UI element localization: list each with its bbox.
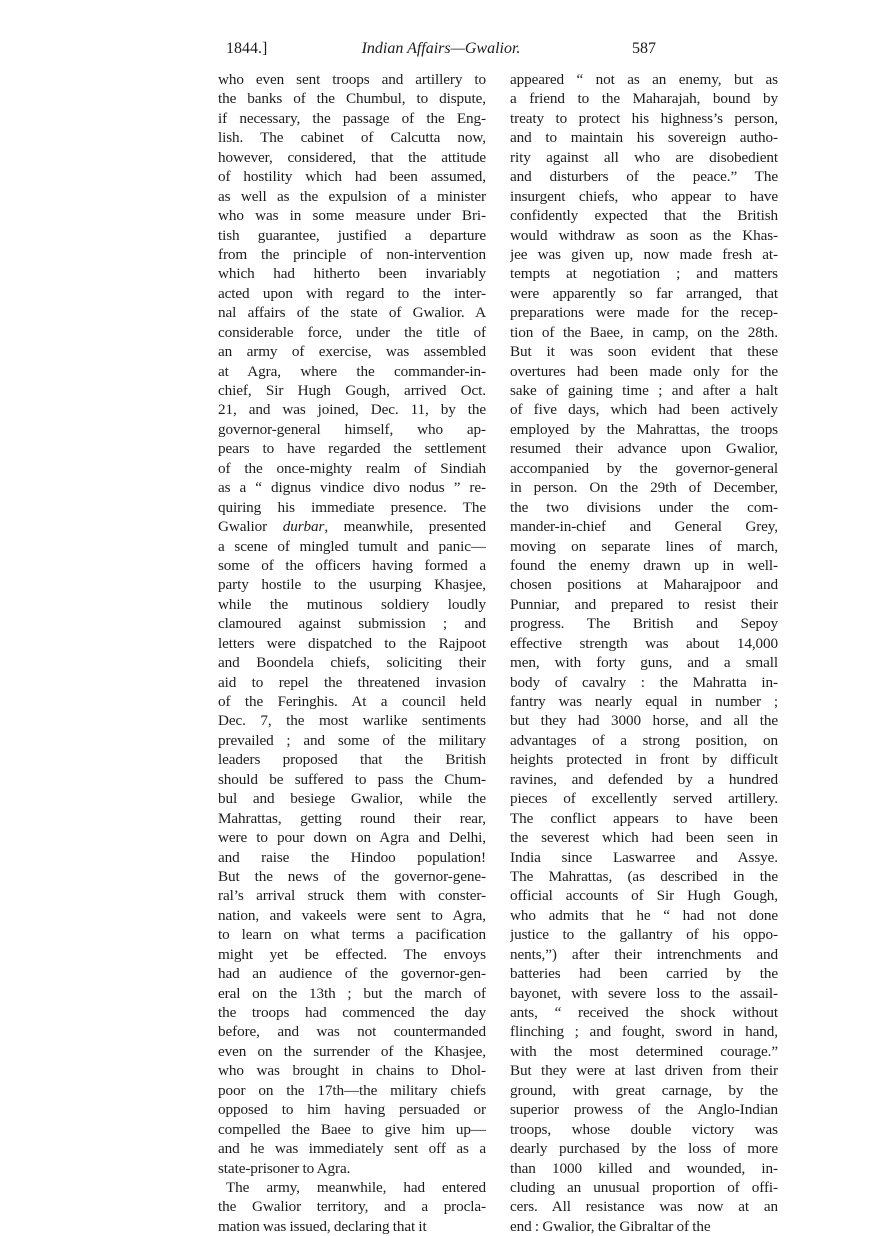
text-line: with the most determined courage.” [510,1042,778,1060]
text-line: overtures had been made only for the [510,362,778,380]
text-line: in person. On the 29th of December, [510,479,778,497]
text-line: as well as the expulsion of a minister [218,187,486,205]
text-line: even on the surrender of the Khasjee, [218,1042,486,1060]
text-line: ants, “ received the shock without [510,1004,778,1021]
text-line: bayonet, with severe loss to the assail- [510,984,778,1002]
text-line: tish guarantee, justified a departure [218,226,486,244]
text-line: Punniar, and prepared to resist their [510,595,778,613]
text-line: moving on separate lines of march, [510,537,778,555]
text-line: and raise the Hindoo population! [218,848,486,866]
text-line: acted upon with regard to the inter- [218,284,486,302]
text-line: and to maintain his sovereign autho- [510,129,778,147]
text-line: however, considered, that the attitude [218,148,486,166]
text-line: of the once-mighty realm of Sindiah [218,459,486,477]
right-text-column [510,70,778,1236]
text-line: the banks of the Chumbul, to dispute, [218,90,486,108]
text-line: the Gwalior territory, and a procla- [218,1198,486,1216]
text-line: who was in some measure under Bri- [218,207,486,225]
text-line: tempts at negotiation ; and matters [510,265,778,283]
text-line: employed by the Mahrattas, the troops [510,420,778,438]
text-line: preparations were made for the recep- [510,304,778,322]
text-line: flinching ; and fought, sword in hand, [510,1023,778,1041]
text-line: progress. The British and Sepoy [510,615,778,633]
left-text-column [218,70,486,1236]
text-line: and disturbers of the peace.” The [510,168,778,186]
text-line: ral’s arrival struck them with conster- [218,887,486,905]
text-line: official accounts of Sir Hugh Gough, [510,887,778,905]
text-line: of hostility which had been assumed, [218,168,486,186]
text-line: insurgent chiefs, who appear to have [510,187,778,205]
text-line: effective strength was about 14,000 [510,634,778,652]
text-line: who admits that he “ had not done [510,906,778,924]
text-line: but they had 3000 horse, and all the [510,712,778,730]
text-line: chief, Sir Hugh Gough, arrived Oct. [218,382,486,399]
header-title: Indian Affairs—Gwalior. [361,40,521,57]
text-line: nal affairs of the state of Gwalior. A [218,304,486,322]
text-line: The army, meanwhile, had entered [226,1178,486,1196]
text-line: The conflict appears to have been [510,809,778,827]
text-line: than 1000 killed and wounded, in- [510,1159,778,1177]
text-line: nation, and vakeels were sent to Agra, [218,906,486,924]
text-line: were to pour down on Agra and Delhi, [218,829,486,847]
text-line: end : Gwalior, the Gibraltar of the [510,1217,711,1235]
text-line: and Boondela chiefs, soliciting their [218,654,486,672]
text-line: pears to have regarded the settlement [218,440,486,458]
text-line: of five days, which had been actively [510,401,778,419]
page-number: 587 [632,40,656,57]
text-line: aid to repel the threatened invasion [218,673,486,691]
text-line: state-prisoner to Agra. [218,1159,351,1177]
text-line: at Agra, where the commander-in- [218,362,486,380]
text-line: some of the officers having formed a [218,556,486,574]
text-line: batteries had been carried by the [510,965,778,983]
text-line: bul and besiege Gwalior, while the [218,790,486,808]
text-line: should be suffered to pass the Chum- [218,770,486,788]
text-line: might yet be effected. The envoys [218,945,486,963]
text-line: body of cavalry : the Mahratta in- [510,673,778,691]
text-line: chosen positions at Maharajpoor and [510,576,778,594]
text-line: justice to the gallantry of his oppo- [510,926,778,944]
text-line: prevailed ; and some of the military [218,731,486,749]
text-line: while the mutinous soldiery loudly [218,595,486,613]
text-line: as a “ dignus vindice divo nodus ” re- [218,479,486,497]
text-line: considerable force, under the title of [218,323,486,341]
text-line: before, and was not countermanded [218,1023,486,1041]
text-line: Gwalior durbar, meanwhile, presented [218,518,486,536]
text-line: But it was soon evident that these [510,343,778,361]
text-line: eral on the 13th ; but the march of [218,984,486,1002]
text-line: sake of gaining time ; and after a halt [510,382,778,399]
running-head [226,40,656,64]
text-line: mation was issued, declaring that it [218,1217,427,1235]
text-line: and he was immediately sent off as a [218,1140,486,1158]
text-line: would withdraw as soon as the Khas- [510,226,778,244]
text-line: quiring his immediate presence. The [218,498,486,516]
header-year: 1844.] [226,40,268,57]
text-line: poor on the 17th—the military chiefs [218,1081,486,1099]
text-line: ravines, and defended by a hundred [510,770,778,788]
text-line: had an audience of the governor-gen- [218,965,486,983]
text-line: the two divisions under the com- [510,498,778,516]
text-line: from the principle of non-intervention [218,245,486,263]
text-line: men, with forty guns, and a small [510,654,778,672]
text-line: accompanied by the governor-general [510,459,778,477]
text-line: were apparently so far arranged, that [510,284,778,302]
text-line: found the enemy drawn up in well- [510,556,778,574]
text-line: advantages of a strong position, on [510,731,778,749]
text-line: treaty to protect his highness’s person, [510,109,778,127]
text-line: tion of the Baee, in camp, on the 28th. [510,323,778,341]
text-line: a friend to the Maharajah, bound by [510,90,778,108]
text-line: 21, and was joined, Dec. 11, by the [218,401,486,419]
text-line: if necessary, the passage of the Eng- [218,109,486,127]
text-line: of the Feringhis. At a council held [218,693,486,710]
text-line: mander-in-chief and General Grey, [510,518,778,536]
text-line: confidently expected that the British [510,207,778,225]
text-line: who was brought in chains to Dhol- [218,1062,486,1080]
text-line: troops, whose double victory was [510,1120,778,1138]
text-line: superior prowess of the Anglo-Indian [510,1101,778,1119]
text-line: which had hitherto been invariably [218,265,486,283]
text-line: heights protected in front by difficult [510,751,778,769]
text-line: pieces of excellently served artillery. [510,790,778,808]
text-line: party hostile to the usurping Khasjee, [218,576,486,594]
text-line: lish. The cabinet of Calcutta now, [218,129,486,147]
text-line: opposed to him having persuaded or [218,1101,486,1119]
text-line: compelled the Baee to give him up— [218,1120,486,1138]
text-line: clamoured against submission ; and [218,615,486,633]
text-line: Mahrattas, getting round their rear, [218,809,486,827]
text-line: the severest which had been seen in [510,829,778,847]
text-line: The Mahrattas, (as described in the [510,867,778,885]
text-line: jee was given up, now made fresh at- [510,245,778,263]
text-line: cers. All resistance was now at an [510,1198,778,1216]
text-line: leaders proposed that the British [218,751,486,769]
text-line: an army of exercise, was assembled [218,343,486,361]
text-line: nents,”) after their intrenchments and [510,945,778,963]
text-line: cluding an unusual proportion of offi- [510,1178,778,1196]
text-line: who even sent troops and artillery to [218,71,486,88]
text-line: India since Laswarree and Assye. [510,848,778,866]
text-line: But the news of the governor-gene- [218,867,486,885]
text-line: But they were at last driven from their [510,1062,778,1080]
text-line: governor-general himself, who ap- [218,420,486,438]
text-line: a scene of mingled tumult and panic— [218,537,486,555]
text-line: dearly purchased by the loss of more [510,1140,778,1158]
text-line: ground, with great carnage, by the [510,1081,778,1099]
text-line: letters were dispatched to the Rajpoot [218,634,486,652]
text-line: rity against all who are disobedient [510,148,778,166]
text-line: to learn on what terms a pacification [218,926,486,944]
text-line: fantry was nearly equal in number ; [510,693,778,710]
text-line: the troops had commenced the day [218,1004,486,1021]
text-line: resumed their advance upon Gwalior, [510,440,778,458]
text-line: appeared “ not as an enemy, but as [510,71,778,88]
text-line: Dec. 7, the most warlike sentiments [218,712,486,730]
